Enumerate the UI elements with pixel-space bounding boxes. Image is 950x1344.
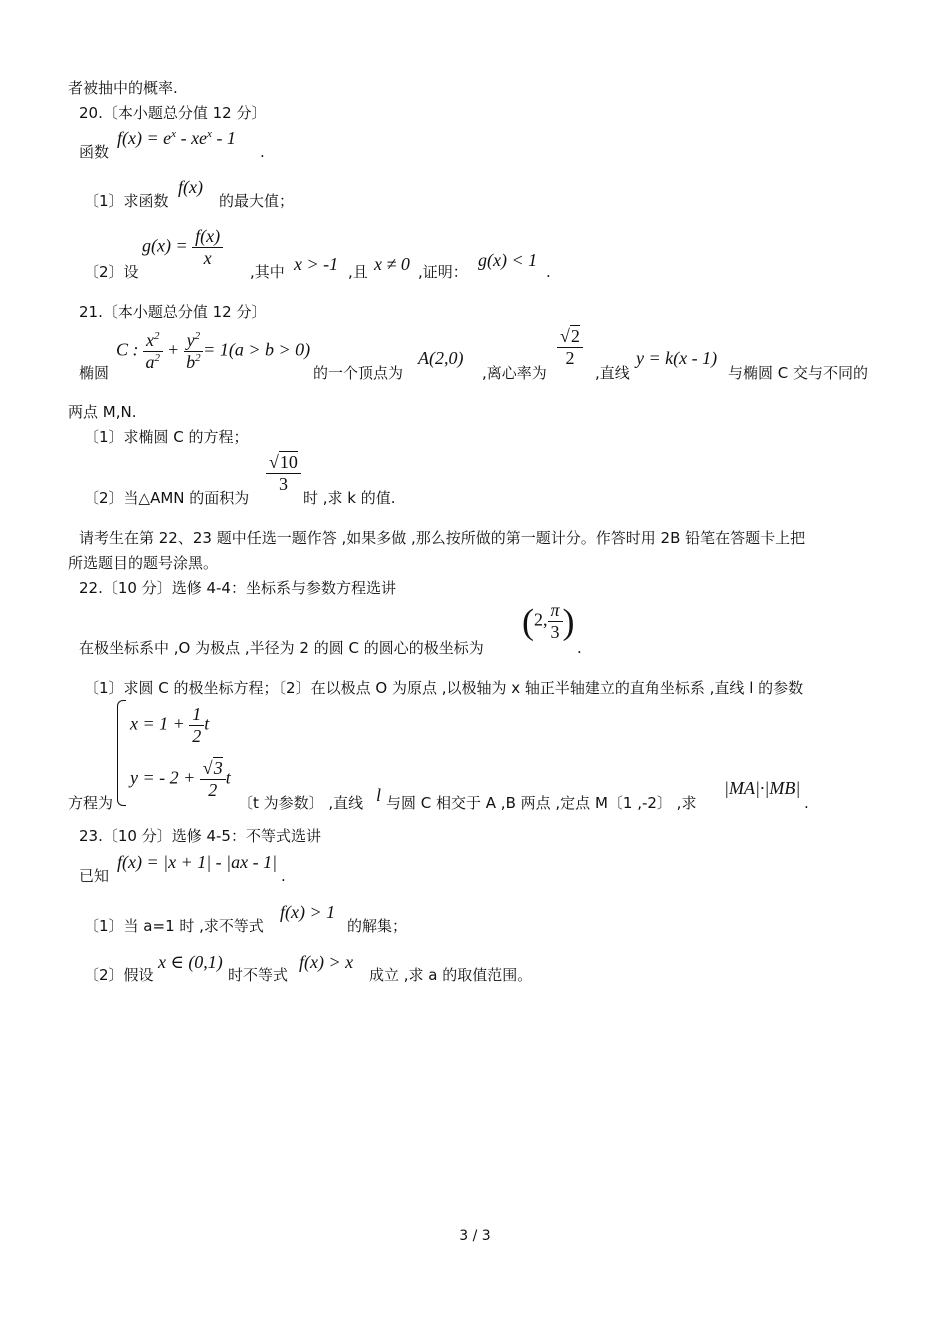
q22-param-brace	[117, 700, 126, 806]
q23-part2-suffix: 成立 ,求 a 的取值范围。	[369, 966, 533, 984]
q20-part1-suffix: 的最大值；	[219, 192, 295, 210]
q20-part2-where: ,其中	[250, 263, 285, 281]
q23-ineq1: f(x) > 1	[280, 902, 336, 922]
q22-period: .	[804, 794, 809, 812]
q22-param-prefix: 方程为	[68, 794, 114, 812]
q20-formula: $f(x) = e^x - xe^x - 1$	[117, 128, 236, 148]
q21-ellipse-equation: C : $\frac{x^2}{a^2}$ + $\frac{y^2}{b^2}$ = 1(a > b > 0)	[116, 330, 311, 372]
choose-note-line1: 请考生在第 22、23 题中任选一题作答 ,如果多做 ,那么按所做的第一题计分。作答时用 2B 铅笔在答题卡上把	[79, 529, 806, 547]
q21-header: 21.〔本小题总分值 12 分〕	[79, 303, 267, 321]
q22-intersect-text: 与圆 C 相交于 A ,B 两点 ,定点 M〔1 ,-2〕 ,求	[386, 794, 697, 812]
q20-intro: 函数	[79, 143, 110, 161]
q21-vertex-text: 的一个顶点为	[313, 364, 404, 382]
page-number: 3 / 3	[459, 1228, 491, 1244]
q20-part1-prefix: 〔1〕求函数	[84, 192, 169, 210]
q20-part2-prove: ,证明：	[418, 263, 468, 281]
choose-note-line2: 所选题目的题号涂黑。	[68, 554, 219, 572]
q23-intro: 已知	[79, 867, 110, 885]
q21-line-equation: y = k(x - 1)	[636, 348, 718, 368]
q20-cond2: x ≠ 0	[374, 254, 410, 274]
q21-vertex: A(2,0)	[418, 348, 464, 368]
q20-part1-func: f(x)	[178, 177, 204, 197]
q22-intro: 在极坐标系中 ,O 为极点 ,半径为 2 的圆 C 的圆心的极坐标为	[79, 639, 484, 657]
q20-g-definition: g(x) = $\frac{f(x)}{x}$	[142, 226, 223, 269]
q23-ineq2: f(x) > x	[299, 952, 354, 972]
q21-line-text: ,直线	[595, 364, 630, 382]
q21-intersect-text: 与椭圆 C 交与不同的	[728, 364, 869, 382]
q21-part2-prefix: 〔2〕当△AMN 的面积为	[84, 489, 250, 507]
q22-header: 22.〔10 分〕选修 4-4：坐标系与参数方程选讲	[79, 579, 396, 597]
q22-center-polar: (2, $\frac{\pi}{3}$ )	[522, 600, 575, 642]
q22-line-l: l	[376, 785, 382, 805]
q23-part1-prefix: 〔1〕当 a=1 时 ,求不等式	[84, 917, 264, 935]
q21-eccentricity-text: ,离心率为	[482, 364, 547, 382]
q23-part1-suffix: 的解集；	[347, 917, 408, 935]
q20-conclusion: g(x) < 1	[478, 250, 538, 270]
q20-part2-period: .	[546, 263, 551, 281]
q23-part2-mid: 时不等式	[228, 966, 289, 984]
q22-intro-period: .	[577, 639, 582, 657]
q20-part2-prefix: 〔2〕设	[84, 263, 139, 281]
q21-part2-suffix: 时 ,求 k 的值.	[303, 489, 396, 507]
q22-param-x: x = 1 + $\frac{1}{2}$ t	[130, 704, 210, 746]
q21-continued: 两点 M,N.	[68, 403, 137, 421]
q21-eccentricity: $\frac{√2}{2}$	[557, 326, 583, 369]
q20-header: 20.〔本小题总分值 12 分〕	[79, 104, 267, 122]
q21-ellipse-cond: = 1(a > b > 0)	[203, 339, 311, 360]
q21-intro: 椭圆	[79, 364, 110, 382]
q23-part2-prefix: 〔2〕假设	[84, 966, 154, 984]
q20-part2-and: ,且	[348, 263, 368, 281]
q23-header: 23.〔10 分〕选修 4-5：不等式选讲	[79, 827, 321, 845]
prev-question-tail: 者被抽中的概率.	[68, 79, 178, 97]
q23-formula-period: .	[281, 867, 286, 885]
q22-param-note: 〔t 为参数〕 ,直线	[238, 794, 364, 812]
q20-formula-period: .	[260, 143, 265, 161]
q22-param-y: y = - 2 + $\frac{√3}{2}$ t	[130, 758, 231, 800]
q21-part1: 〔1〕求椭圆 C 的方程；	[84, 428, 249, 446]
q22-ma-mb: |MA|·|MB|	[724, 778, 801, 798]
q23-cond: x ∈ (0,1)	[158, 952, 223, 972]
q23-formula: f(x) = |x + 1| - |ax - 1|	[117, 852, 278, 872]
q20-cond1: x > -1	[294, 254, 339, 274]
q22-parts: 〔1〕求圆 C 的极坐标方程；〔2〕在以极点 O 为原点 ,以极轴为 x 轴正半轴建立的直角坐标系 ,直线 l 的参数	[84, 679, 804, 697]
q21-area-fraction: $\frac{√10}{3}$	[266, 452, 301, 495]
